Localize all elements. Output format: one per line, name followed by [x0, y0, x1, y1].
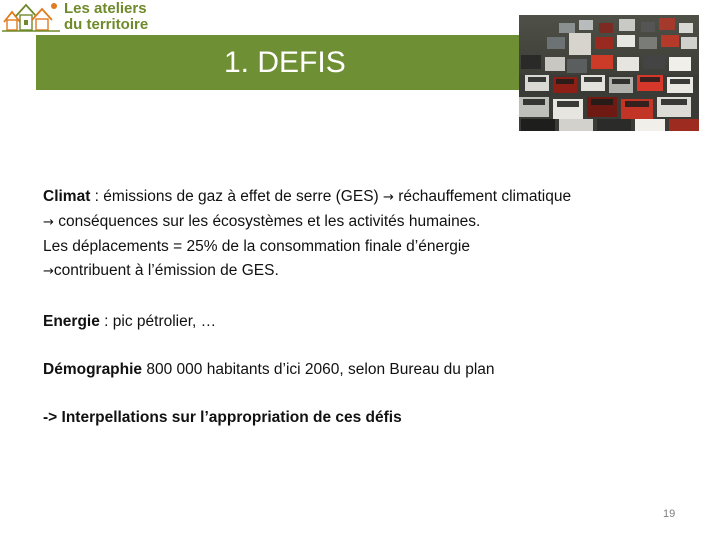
slide-title: 1. DEFIS: [224, 46, 346, 79]
climat-paragraph: [43, 185, 683, 284]
climat-text-4: Les déplacements = 25% de la consommation finale d’énergie: [43, 238, 470, 255]
interpellations-paragraph: [43, 406, 683, 430]
page-number: 19: [663, 508, 676, 520]
energie-paragraph: [43, 310, 683, 334]
traffic-jam-photo: [519, 15, 699, 131]
demographie-text: 800 000 habitants d’ici 2060, selon Bureau du plan: [142, 361, 495, 378]
slide-body: [43, 185, 683, 430]
houses-logo-icon: [2, 0, 60, 34]
interpellations-text: -> Interpellations sur l’appropriation de ces défis: [43, 409, 402, 426]
logo-line-2: du territoire: [64, 16, 149, 33]
demographie-paragraph: [43, 358, 683, 382]
right-arrow-icon: →: [43, 215, 54, 230]
demographie-label: Démographie: [43, 361, 143, 378]
logo-line-1: Les ateliers: [64, 0, 147, 17]
right-arrow-icon: →: [383, 190, 394, 205]
logo-text: [64, 1, 148, 33]
energie-text: : pic pétrolier, …: [99, 313, 217, 330]
climat-text-1: : émissions de gaz à effet de serre (GES): [90, 188, 383, 205]
climat-text-2: réchauffement climatique: [393, 188, 572, 205]
climat-text-5: contribuent à l’émission de GES.: [53, 262, 279, 279]
right-arrow-icon: →: [43, 264, 54, 279]
logo: [0, 0, 160, 36]
energie-label: Energie: [43, 313, 100, 330]
title-band: [36, 35, 520, 90]
climat-label: Climat: [43, 188, 91, 205]
climat-text-3: conséquences sur les écosystèmes et les activités humaines.: [53, 213, 481, 230]
